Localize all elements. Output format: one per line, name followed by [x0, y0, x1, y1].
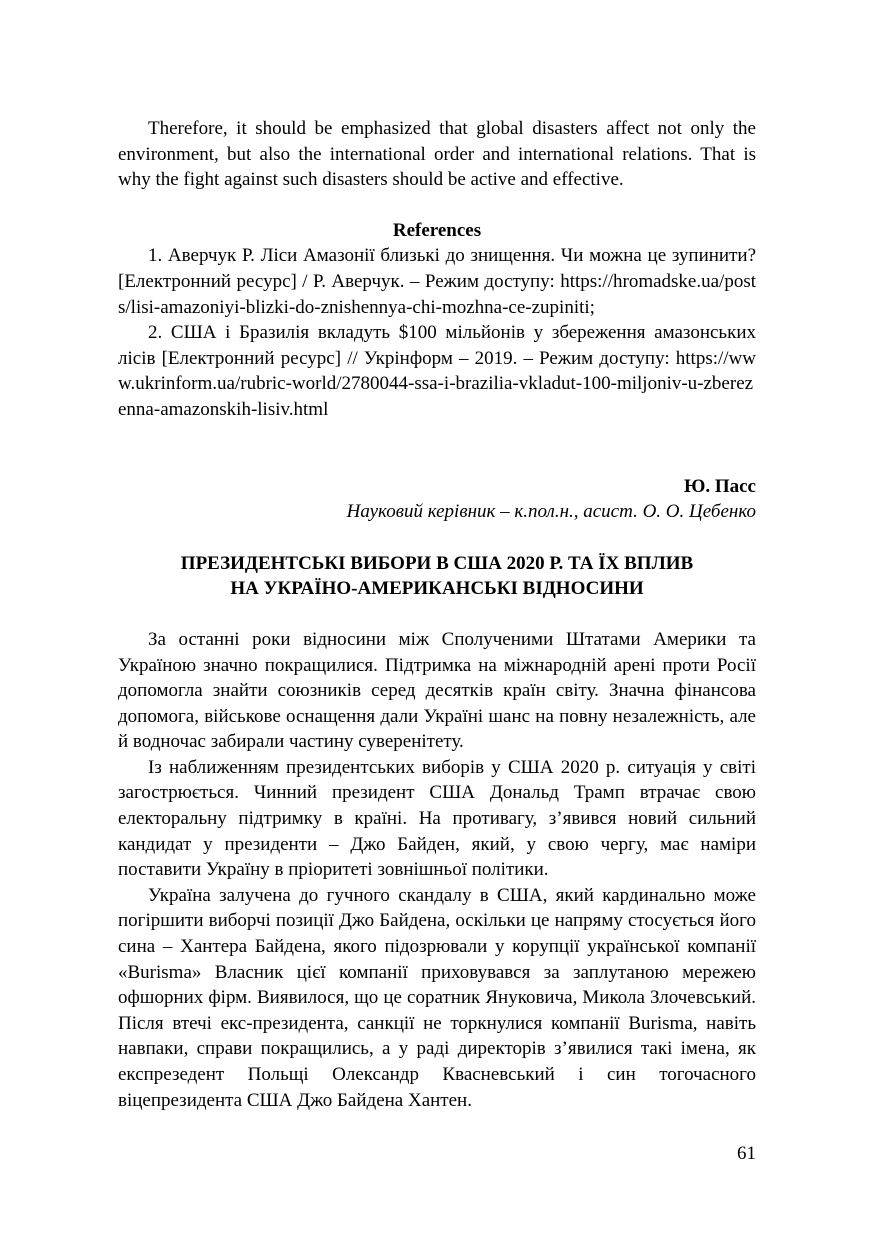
references-heading: References: [392, 219, 482, 241]
author-block: [118, 474, 756, 525]
scientific-advisor: Науковий керівник – к.пол.н., асист. О. О. Цебенко: [346, 501, 756, 523]
article-title-line-1: ПРЕЗИДЕНТСЬКІ ВИБОРИ В США 2020 Р. ТА ЇХ ВПЛИВ: [180, 552, 694, 574]
reference-1-text: 1. Аверчук Р. Ліси Амазонії близькі до знищення. Чи можна це зупинити? [Електронний ресурс] / Р. Аверчук. – Режим доступу:: [118, 245, 756, 292]
intro-paragraph: Therefore, it should be emphasized that global disasters affect not only the environment, but also the international order and international relations. That is why the fight against such disasters should be active and effective.: [118, 118, 756, 191]
article-title-line-2: НА УКРАЇНО-АМЕРИКАНСЬКІ ВІДНОСИНИ: [230, 578, 644, 600]
article-paragraph-3: Україна залучена до гучного скандалу в США, який кардинально може погіршити виборчі позиції Джо Байдена, оскільки це напряму стосується його сина – Хантера Байдена, якого підозрювали у корупції української компанії «Burisma» Власник цієї компанії приховувався за заплутаною мережею офшорних фірм. Виявилося, що це соратник Януковича, Микола Злочевський. Після втечі екс-президента, санкції не торкнулися компанії Burisma, навіть навпаки, справи покращились, а у раді директорів з’явилися такі імена, як експрезедент Польщі Олександр Квасневський і син тогочасного віцепрезидента США Джо Байдена Хантен.: [118, 884, 756, 1111]
article-paragraph-1: За останні роки відносини між Сполученими Штатами Америки та Україною значно покращилися. Підтримка на міжнародній арені проти Росії допомогла знайти союзників серед десятків країн світу. Значна фінансова допомога, військове оснащення дали Україні шанс на повну незалежність, але й водночас забирали частину суверенітету.: [118, 628, 756, 753]
article-paragraph-2: Із наближенням президентських виборів у США 2020 р. ситуація у світі загострюється. Чинний президент США Дональд Трамп втрачає свою електоральну підтримку в країні. На противагу, з’явився новий сильний кандидат у президенти – Джо Байден, який, у свою чергу, має наміри поставити Україну в пріоритеті зовнішньої політики.: [118, 756, 756, 881]
reference-2-text: 2. США і Бразилія вкладуть $100 мільйонів у збереження амазонських лісів [Електронний ресурс] // Укрінформ – 2019. – Режим доступу:: [118, 322, 756, 369]
article-title: [118, 551, 756, 602]
reference-item-2: [118, 320, 756, 422]
page-content: [118, 116, 756, 1113]
author-name: Ю. Пасс: [683, 475, 756, 497]
reference-1-url[interactable]: https://hromadske.ua/posts/lisi-amazoniyi-blizki-do-znishennya-chi-mozhna-ce-zupiniti;: [118, 270, 756, 318]
page-number: 61: [737, 1143, 756, 1164]
reference-item-1: [118, 243, 756, 320]
reference-2-url[interactable]: https://www.ukrinform.ua/rubric-world/2780044-ssa-i-brazilia-vkladut-100-miljoniv-u-zberezenna-amazonskih-lisiv.html: [118, 347, 756, 420]
